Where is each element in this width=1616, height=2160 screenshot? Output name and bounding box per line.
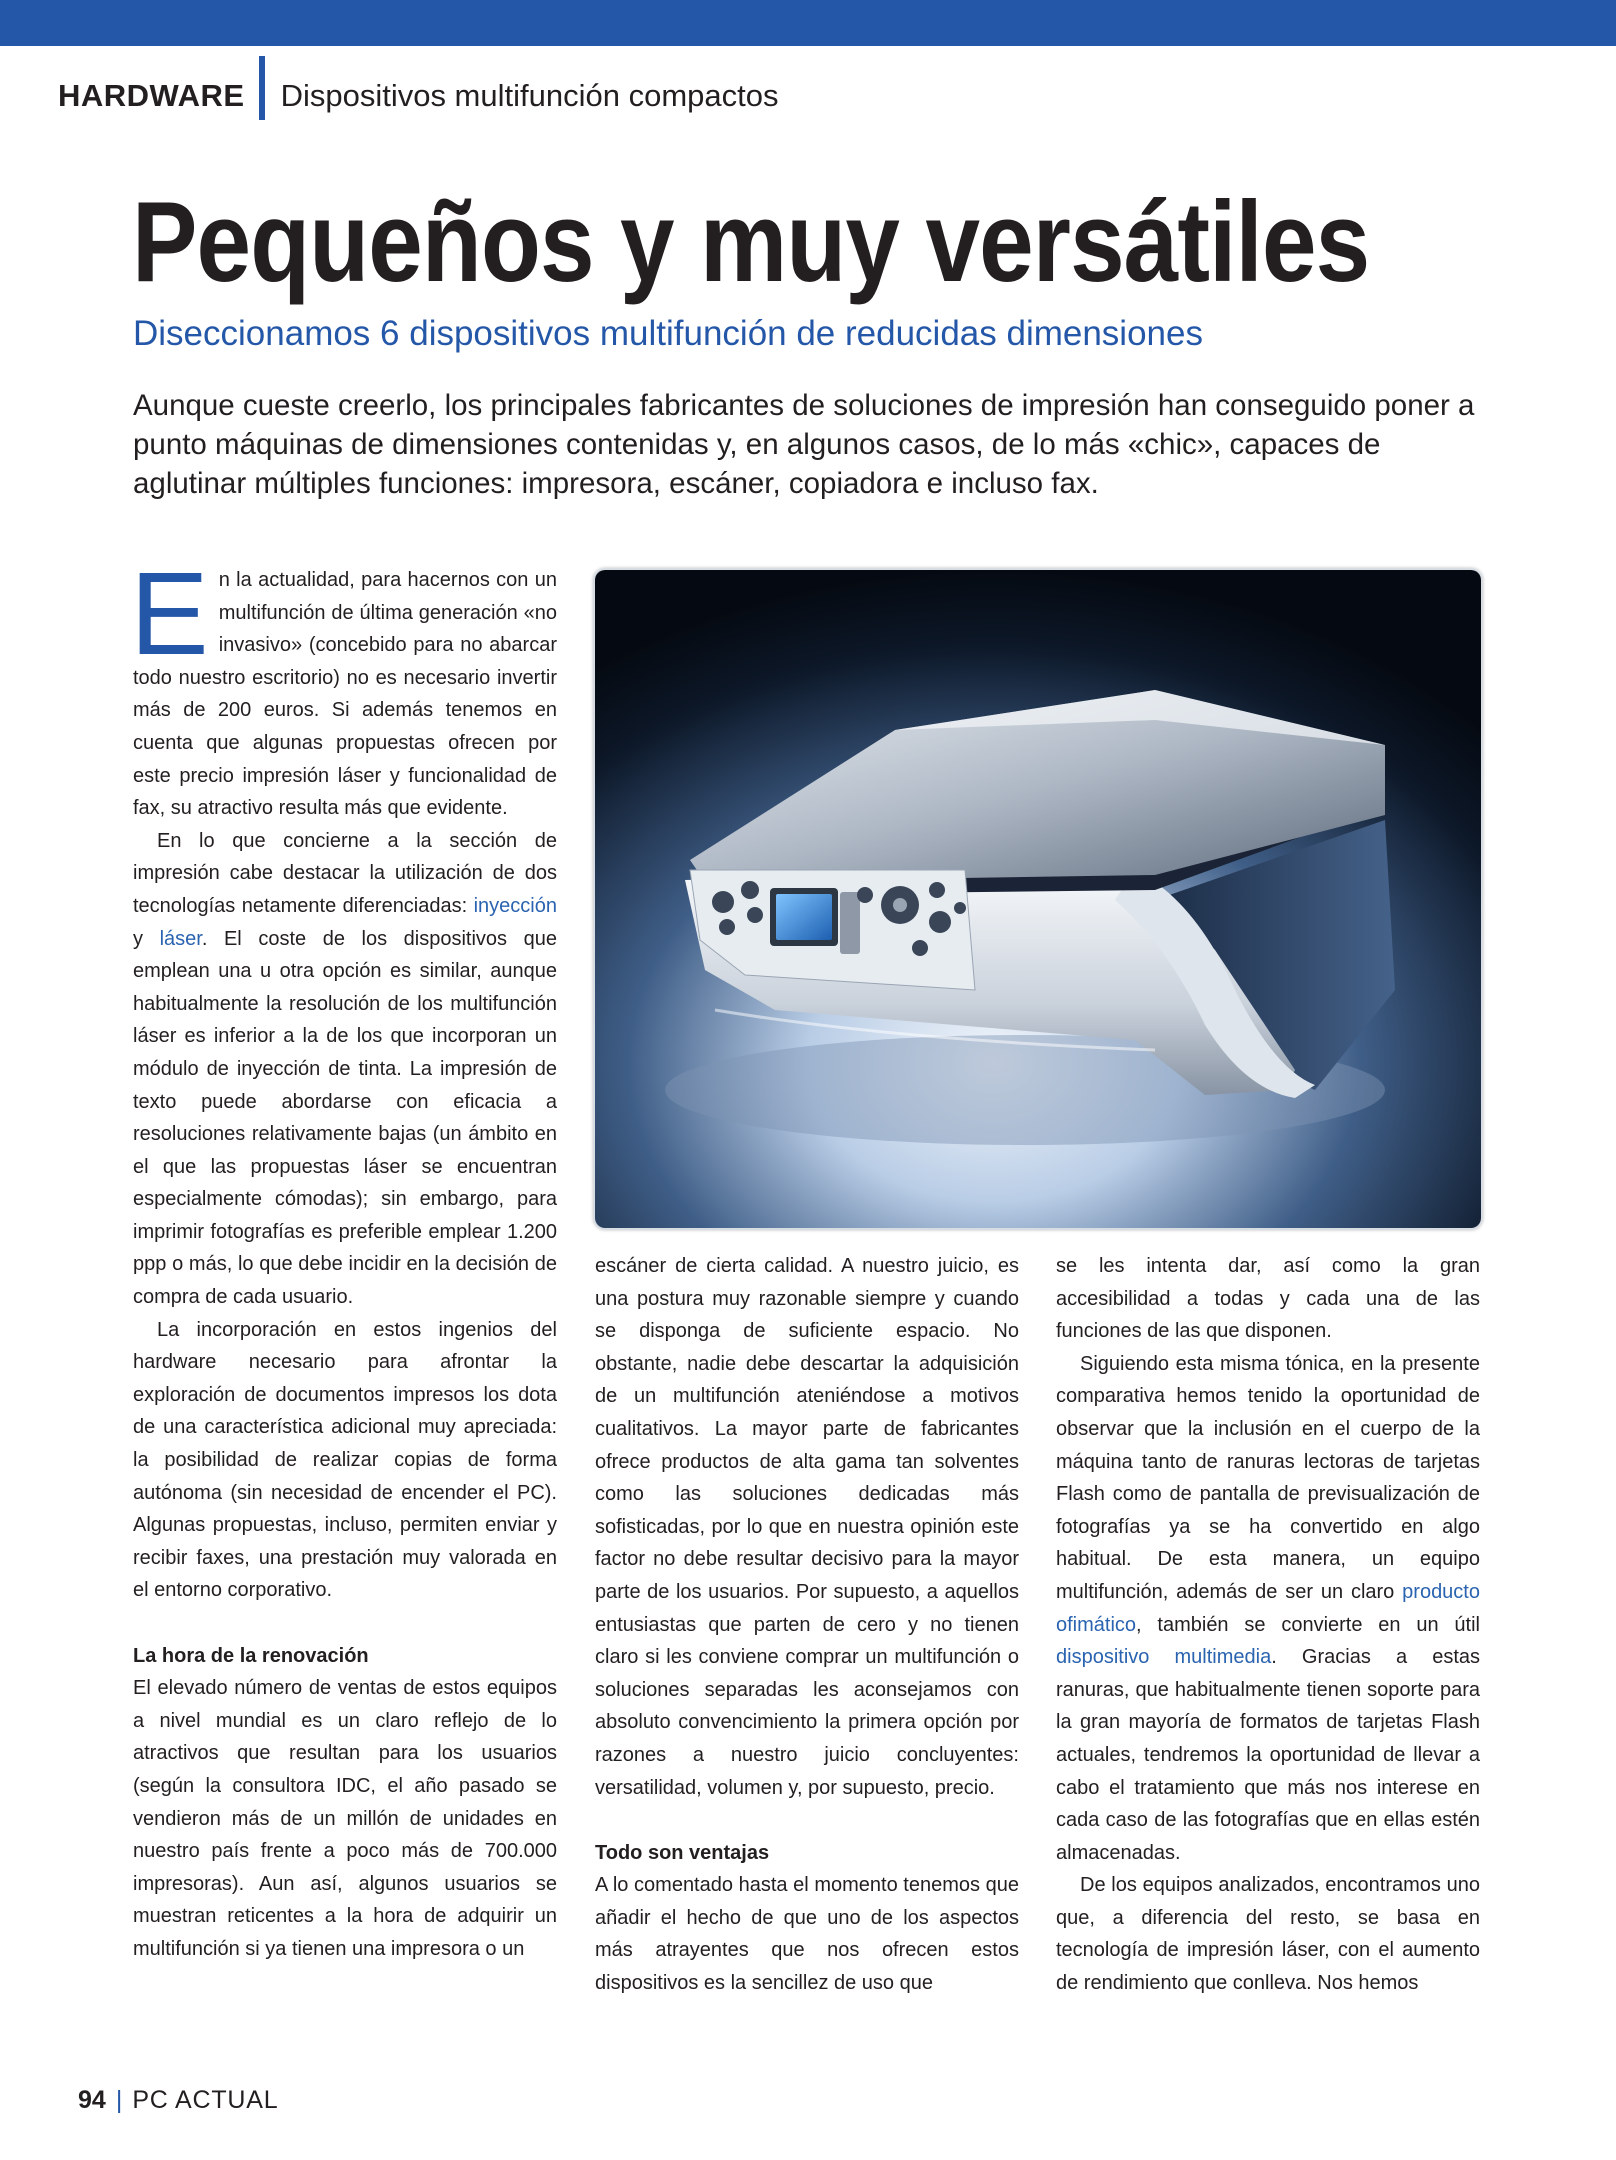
section-label: HARDWARE bbox=[58, 78, 245, 113]
paragraph bbox=[133, 825, 557, 1314]
paragraph bbox=[1056, 1348, 1480, 1870]
paragraph-text: n la actualidad, para hacernos con un multifunción de última generación «no invasivo» (concebido para no abarcar todo nuestro escritorio) no es necesario invertir más de 200 euros. Si además tenemos en cuenta que algunas propuestas ofrecen por este precio impresión láser y funcionalidad de fax, su atractivo resulta más que evidente. bbox=[133, 569, 557, 820]
paragraph: escáner de cierta calidad. A nuestro juicio, es una postura muy razonable siempre y cuando se disponga de suficiente espacio. No obstante, nadie debe descartar la adquisición de un multifunción ateniéndose a motivos cualitativos. La mayor parte de fabricantes ofrece productos de alta gama tan solventes como las soluciones dedicadas más sofisticadas, por lo que en nuestra opinión este factor no debe resultar decisivo para la mayor parte de los usuarios. Por supuesto, a aquellos entusiastas que parten de cero y no tienen claro si les conviene comprar un multifunción o soluciones separadas les aconsejamos con absoluto convencimiento la primera opción por razones a nuestro juicio concluyentes: versatilidad, volumen y, por supuesto, precio. bbox=[595, 1255, 1019, 1799]
product-photo bbox=[593, 568, 1483, 1230]
spacer bbox=[133, 1607, 557, 1640]
article-subtitle: Diseccionamos 6 dispositivos multifunción de reducidas dimensiones bbox=[133, 314, 1203, 353]
paragraph-text: . Gracias a estas ranuras, que habitualmente tienen soporte para la gran mayoría de formatos de tarjetas Flash actuales, tendremos la oportunidad de llevar a cabo el tratamiento que más nos interese en cada caso de las fotografías que en ellas estén almacenadas. bbox=[1056, 1646, 1480, 1864]
paragraph: La incorporación en estos ingenios del hardware necesario para afrontar la exploración de documentos impresos los dota de una característica adicional muy apreciada: la posibilidad de realizar copias de forma autónoma (sin necesidad de encender el PC). Algunas propuestas, incluso, permiten enviar y recibir faxes, una prestación muy valorada en el entorno corporativo. bbox=[133, 1318, 557, 1602]
link-inyeccion[interactable]: inyección bbox=[473, 894, 557, 917]
article-lead: Aunque cueste creerlo, los principales fabricantes de soluciones de impresión han conseguido poner a punto máquinas de dimensiones contenidas y, en algunos casos, de lo más «chic», capaces de aglutinar múltiples funciones: impresora, escáner, copiadora e incluso fax. bbox=[133, 389, 1475, 500]
text-column-3 bbox=[1056, 1250, 1480, 2000]
paragraph bbox=[130, 548, 557, 825]
section-subtitle: Dispositivos multifunción compactos bbox=[280, 78, 779, 113]
paragraph: De los equipos analizados, encontramos uno que, a diferencia del resto, se basa en tecnología de impresión láser, con el aumento de rendimiento que conlleva. Nos hemos bbox=[1056, 1874, 1480, 1995]
paragraph-text: , también se convierte en un útil bbox=[1136, 1613, 1480, 1636]
article-title: Pequeños y muy versátiles bbox=[132, 179, 1370, 306]
page-number: 94 bbox=[78, 2086, 106, 2114]
text-column-2 bbox=[595, 1250, 1019, 2000]
subheading: Todo son ventajas bbox=[595, 1841, 770, 1864]
header-divider bbox=[259, 56, 265, 120]
page-footer bbox=[78, 2086, 278, 2115]
paragraph-text: Siguiendo esta misma tónica, en la presente comparativa hemos tenido la oportunidad de observar que la inclusión en el cuerpo de la máquina tanto de ranuras lectoras de tarjetas Flash como de pantalla de previsualización de fotografías ya se ha convertido en algo habitual. De esta manera, un equipo multifunción, además de ser un claro bbox=[1056, 1352, 1480, 1603]
multifunction-printer-image bbox=[595, 570, 1481, 1228]
paragraph: se les intenta dar, así como la gran accesibilidad a todas y cada una de las funciones de las que disponen. bbox=[1056, 1255, 1480, 1343]
paragraph-text: y bbox=[133, 927, 160, 950]
text-column-1 bbox=[130, 548, 557, 1966]
paragraph-text: En lo que concierne a la sección de impresión cabe destacar la utilización de dos tecnologías netamente diferenciadas: bbox=[133, 829, 557, 917]
subheading: La hora de la renovación bbox=[133, 1644, 369, 1667]
magazine-name: PC ACTUAL bbox=[132, 2086, 279, 2114]
link-producto-ofimatico[interactable]: producto ofimático bbox=[1056, 1580, 1480, 1636]
paragraph: El elevado número de ventas de estos equipos a nivel mundial es un claro reflejo de lo atractivos que resultan para los usuarios (según la consultora IDC, el año pasado se vendieron más de un millón de unidades en nuestro país frente a poco más de 700.000 impresoras). Aun así, algunos usuarios se muestran reticentes a la hora de adquirir un multifunción si ya tienen una impresora o un bbox=[133, 1677, 557, 1960]
link-dispositivo-multimedia[interactable]: dispositivo multimedia bbox=[1056, 1646, 1272, 1669]
link-laser[interactable]: láser bbox=[159, 927, 202, 950]
spacer bbox=[595, 1804, 1019, 1837]
footer-separator: | bbox=[115, 2086, 123, 2114]
top-color-bar bbox=[0, 0, 1616, 46]
paragraph: A lo comentado hasta el momento tenemos que añadir el hecho de que uno de los aspectos más atrayentes que nos ofrecen estos dispositivos es la sencillez de uso que bbox=[595, 1874, 1019, 1995]
drop-cap: E bbox=[130, 548, 209, 680]
paragraph-text: . El coste de los dispositivos que emplean una u otra opción es similar, aunque habitualmente la resolución de los multifunción láser es inferior a la de los que incorporan un módulo de inyección de tinta. La impresión de texto puede abordarse con eficacia a resoluciones relativamente bajas (un ámbito en el que las propuestas láser se encuentran especialmente cómodas); sin embargo, para imprimir fotografías es preferible emplear 1.200 ppp o más, lo que debe incidir en la decisión de compra de cada usuario. bbox=[133, 927, 557, 1309]
section-header bbox=[58, 72, 779, 120]
